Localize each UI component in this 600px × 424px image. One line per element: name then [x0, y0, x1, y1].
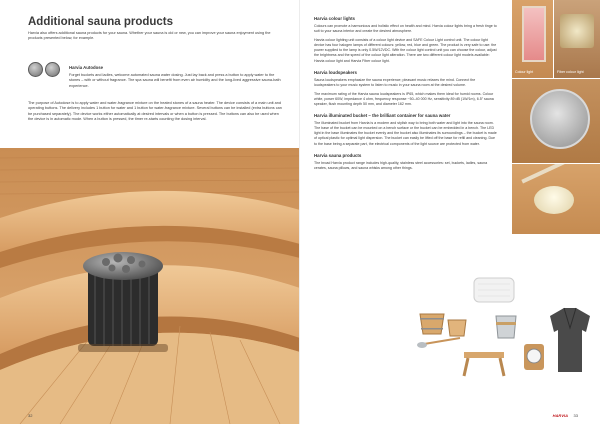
- caption-colour-light: Colour light: [515, 70, 534, 74]
- sauna-heater: [83, 252, 163, 346]
- section-illuminated-bucket: [314, 113, 497, 146]
- thermometer: [524, 344, 544, 370]
- section-text: The illuminated bucket from Harvia is a modern and stylish way to bring both water and light into the sauna room. The base of the bucket can be mounted on a bench surface or the bucket can be embedded in a bench. The LED light in the base illuminates the bucket evenly and the bucket also illuminates its surroundings – the bucket is made of optical plastic for optimal light dispersion. The bucket can easily be lifted off the base for refill and cleaning. Due to the base being a separate part, the electrical components of the light source are protected from water.: [314, 121, 497, 146]
- autodose-body-text: The purpose of Autodose is to apply water and water-fragrance mixture on the heated stones of a sauna heater. The device consists of a main unit and operating buttons. The delivery includes 1 button for water and 1 button for water-fragrance mixture. Several buttons can be installed (extra buttons can be purchased separately). The device works either automatically at desired intervals or when a button is pressed. The buttons can also be used when the device is in automatic mode. When a button is pressed, the timer re-starts counting the dosing interval.: [28, 101, 282, 121]
- section-title: Harvia colour lights: [314, 16, 355, 21]
- section-title: Harvia illuminated bucket – the brilliant container for sauna water: [314, 113, 451, 119]
- wooden-bucket: [420, 314, 444, 334]
- intro-text: Harvia also offers additional sauna products for your sauna. Whether your sauna is old or new, you can improve your sauna enjoyment using the products presented below, for example.: [28, 31, 271, 41]
- fiber-light-panel: [560, 14, 594, 48]
- text-column: [314, 16, 497, 177]
- autodose-button-icon: [28, 62, 43, 77]
- autodose-title: Harvia Autodose: [69, 65, 103, 70]
- section-text-2: The maximum rating of the Harvia sauna loudspeakers is IP65, which makes them ideal for humid rooms. Colour white, power 60W, impedance 4 ohm, frequency response ~50–40 000 Hz, sensitivity 89 dB (1W/1m), 6.5" sauna speaker, flush mounting depth 50 mm, and diameter 162 mm.: [314, 91, 494, 107]
- sauna-stool: [464, 352, 504, 376]
- colour-light-panel: [522, 6, 546, 62]
- section-title: Harvia sauna products: [314, 152, 362, 158]
- steel-bucket: [496, 316, 516, 338]
- autodose-text: Forget buckets and ladles, welcome automated sauna water dosing. Just lay back and press a button to apply water to the stones – with or without fragrance. The spa sauna will benefit from even air humidity and the long-lived aggressive sauna-bath experience.: [69, 73, 281, 88]
- right-page: [300, 0, 600, 424]
- section-title: Harvia loudspeakers: [314, 69, 357, 75]
- colour-light-photo: [512, 0, 553, 78]
- brand-logo: HARVIA: [552, 413, 568, 418]
- bucket-small: [448, 320, 466, 336]
- autodose-button-icon-2: [45, 62, 60, 77]
- loudspeaker-photo: [512, 79, 600, 163]
- ladle: [417, 338, 460, 348]
- section-text: Colours can promote a harmonious and holistic effect on health and mind. Harvia colour lights bring a fresh tinge to suit to your sauna interior and create the desired atmosphere.: [314, 24, 497, 34]
- sauna-products-photo: [404, 272, 600, 400]
- speaker-grille: [530, 89, 590, 149]
- section-loudspeakers: [314, 70, 497, 107]
- section-text-2: Harvia colour lighting unit consists of a colour light device and SAFE Colour Light control unit. The colour light device has four halogen lamps of different colours: yellow, red, blue and green. The product is very safe to use: the power supplied to the lamp is only 0.5W/12VDC. With the colour light control unit you can choose the colour, adjust the brightness and the speed of the colour light alteration. There are two different colour light models available: Harvia colour light and Harvia Fiber colour light.: [314, 38, 497, 63]
- fiber-light-photo: [554, 0, 600, 78]
- page-title: Additional sauna products: [28, 16, 174, 28]
- sauna-pillow: [474, 278, 514, 302]
- bucket-glow: [534, 186, 574, 214]
- sauna-robe: [550, 308, 590, 372]
- ladle-handle: [521, 164, 564, 184]
- sauna-room-photo: [0, 148, 300, 424]
- section-colour-lights: [314, 16, 497, 64]
- illuminated-bucket-photo: [512, 164, 600, 234]
- section-text: The broad Harvia product range includes high-quality, stainless steel accessories: set, buckets, ladles, sauna cerates, sauna pillows, and sauna whisks among other things.: [314, 160, 488, 170]
- page-number-left: 32: [28, 413, 33, 418]
- section-text: Sauna loudspeakers emphasize the sauna experience; pleasant music relaxes the mind. Connect the loudspeakers to your music system to listen to music in your sauna room at the desired volume.: [314, 77, 476, 87]
- page-number-right: 33: [573, 413, 578, 418]
- autodose-block: [28, 62, 288, 92]
- caption-fiber-light: Fiber colour light: [557, 70, 584, 74]
- section-sauna-products: [314, 153, 497, 171]
